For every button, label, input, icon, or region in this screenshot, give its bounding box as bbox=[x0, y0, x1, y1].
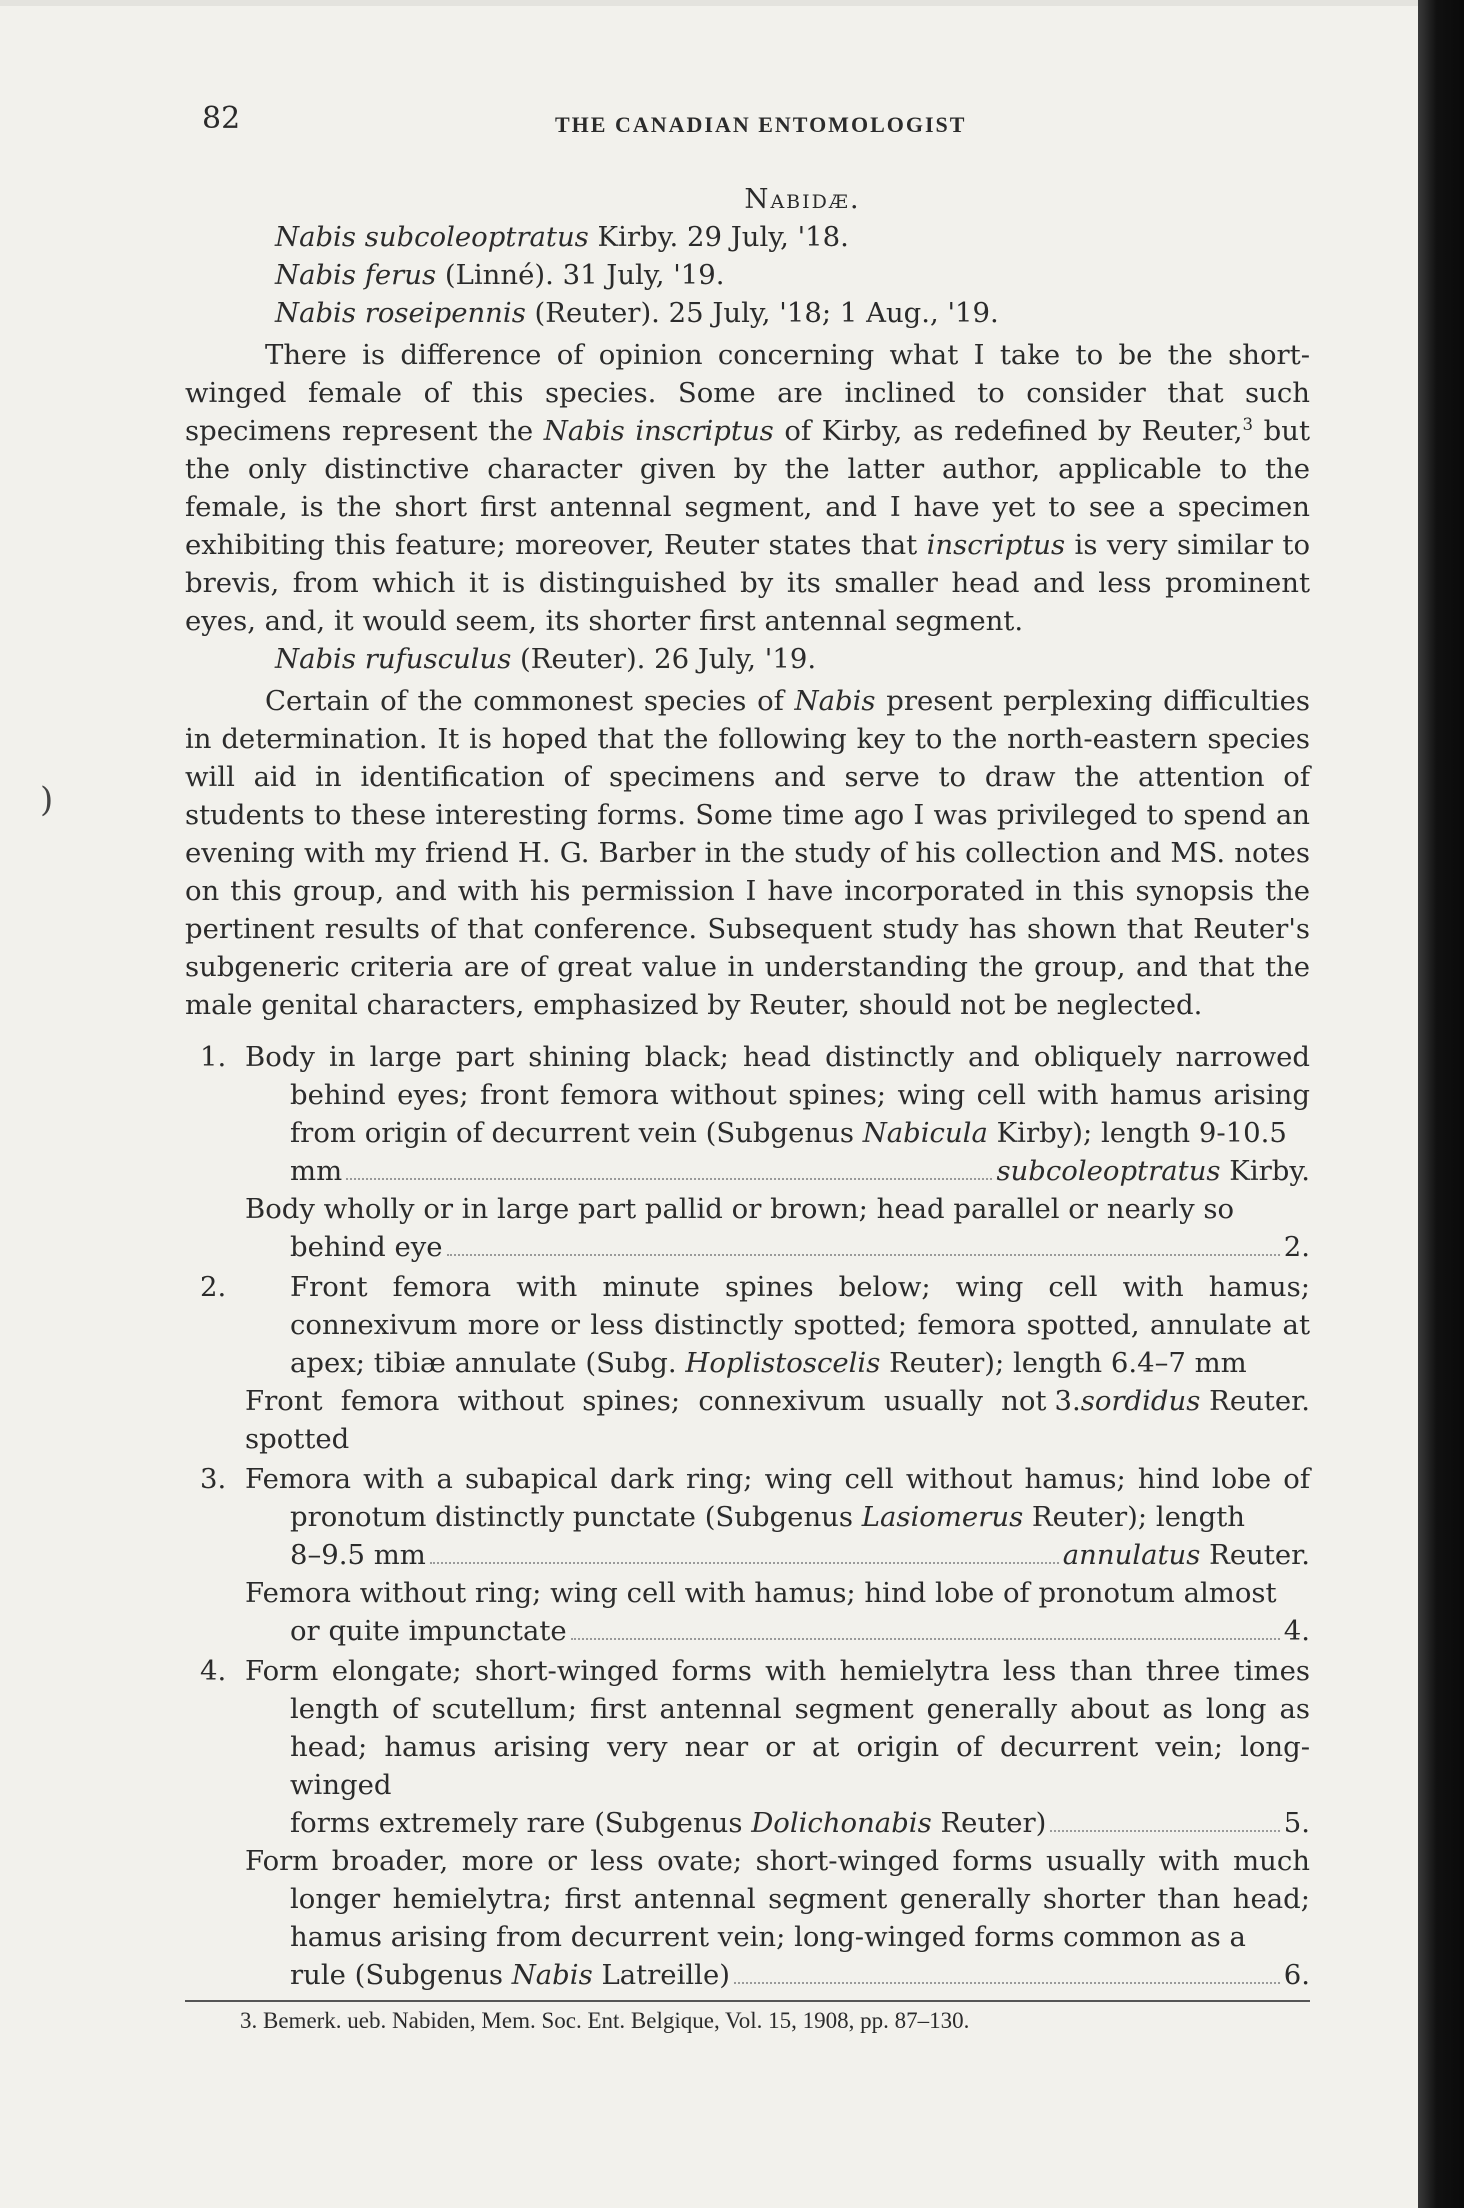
lead-a: Form elongate; short-winged forms with hemielytra less than three times length of scutellum; first antennal segment generally about as long as head; hamus arising very near or at origin of decurrent vein; long-winged forms extremely rare (Subgenus Dolichonabis Reuter) 5. bbox=[245, 1655, 1310, 1839]
page-header bbox=[185, 100, 1310, 148]
key-couplet-4 bbox=[185, 1652, 1310, 1994]
species-name: Nabis roseipennis bbox=[275, 297, 526, 329]
species-name: Nabis ferus bbox=[275, 259, 437, 291]
paragraph-1: There is difference of opinion concerning what I take to be the short-winged female of this species. Some are inclined to consider that such specimens represent the Nabis inscriptus of Kirby, as redefined by Reuter,$^3$ but the only distinctive character given by the latter author, applicable to the female, is the short first antennal segment, and I have yet to see a specimen exhibiting this feature; moreover, Reuter states that inscriptus is very similar to brevis, from which it is distinguished by its smaller head and less prominent eyes, and, it would seem, its shorter first antennal segment. bbox=[185, 339, 1311, 637]
lead-b: Form broader, more or less ovate; short-winged forms usually with much longer hemielytra; first antennal segment generally shorter than head; hamus arising from decurrent vein; long-winged forms common as a rule (Subgenus Nabis Latreille) 6. bbox=[245, 1845, 1310, 1991]
record-details: (Linné). 31 July, '19. bbox=[436, 259, 725, 291]
leader-dots bbox=[1050, 1830, 1279, 1832]
lead-a: Front femora with minute spines below; wing cell with hamus; connexivum more or less distinctly spotted; femora spotted, annulate at apex; tibiæ annulate (Subg. Hoplistoscelis Reuter); length 6.4–7 mm sordidus Reuter. bbox=[290, 1271, 1310, 1417]
margin-mark: ) bbox=[40, 780, 54, 820]
record-3 bbox=[185, 294, 1310, 332]
paragraph-2: Certain of the commonest species of Nabis present perplexing difficulties in determination. It is hoped that the following key to the north-eastern species will aid in identification of specimens and serve to draw the attention of students to these interesting forms. Some time ago I was privileged to spend an evening with my friend H. G. Barber in the study of his collection and MS. notes on this group, and with his permission I have incorporated in this synopsis the pertinent results of that conference. Subsequent study has shown that Reuter's subgeneric criteria are of great value in understanding the group, and that the male genital characters, emphasized by Reuter, should not be neglected. bbox=[185, 685, 1310, 1021]
footnote: 3. Bemerk. ueb. Nabiden, Mem. Soc. Ent. Belgique, Vol. 15, 1908, pp. 87–130. bbox=[240, 2008, 970, 2033]
lead-b: Front femora without spines; connexivum usually not spotted 3. bbox=[245, 1385, 1081, 1455]
record-2 bbox=[185, 256, 1310, 294]
record-1 bbox=[185, 218, 1310, 256]
couplet-number: 2. bbox=[200, 1271, 227, 1303]
couplet-number: 3. bbox=[200, 1463, 227, 1495]
lead-b: Body wholly or in large part pallid or brown; head parallel or nearly so behind eye 2. bbox=[245, 1193, 1310, 1263]
identification-key bbox=[185, 1038, 1310, 1994]
record-4 bbox=[185, 640, 1310, 678]
leader-dots bbox=[447, 1254, 1280, 1256]
scan-border bbox=[1418, 0, 1464, 2208]
leader-dots bbox=[734, 1982, 1280, 1984]
lead-b: Femora without ring; wing cell with hamus; hind lobe of pronotum almost or quite impunctate 4. bbox=[245, 1577, 1310, 1647]
footnote-rule bbox=[185, 2000, 1310, 2002]
page-number: 82 bbox=[202, 101, 241, 136]
leader-dots bbox=[346, 1178, 992, 1180]
footnote-ref: 3 bbox=[1242, 414, 1254, 434]
species-name: Nabis rufusculus bbox=[275, 643, 512, 675]
key-couplet-3 bbox=[185, 1460, 1310, 1650]
record-details: (Reuter). 25 July, '18; 1 Aug., '19. bbox=[525, 297, 999, 329]
family-heading: Nabidæ. bbox=[744, 183, 861, 215]
species-name: Nabis subcoleoptratus bbox=[275, 221, 589, 253]
couplet-number: 1. bbox=[200, 1041, 227, 1073]
lead-a: Femora with a subapical dark ring; wing cell without hamus; hind lobe of pronotum distinctly punctate (Subgenus Lasiomerus Reuter); length 8–9.5 mm annulatus Reuter. bbox=[245, 1463, 1310, 1571]
couplet-number: 4. bbox=[200, 1655, 227, 1687]
page-content bbox=[185, 100, 1310, 2036]
key-couplet-1 bbox=[185, 1038, 1310, 1266]
record-details: Kirby. 29 July, '18. bbox=[588, 221, 849, 253]
running-title: THE CANADIAN ENTOMOLOGIST bbox=[555, 112, 967, 137]
lead-a: Body in large part shining black; head distinctly and obliquely narrowed behind eyes; front femora without spines; wing cell with hamus arising from origin of decurrent vein (Subgenus Nabicula Kirby); length 9-10.5 mm subcoleoptratus Kirby. bbox=[245, 1041, 1310, 1187]
leader-dots bbox=[571, 1638, 1280, 1640]
record-details: (Reuter). 26 July, '19. bbox=[511, 643, 817, 675]
page-top-edge bbox=[0, 0, 1464, 6]
leader-dots bbox=[430, 1562, 1059, 1564]
key-couplet-2 bbox=[185, 1268, 1310, 1458]
